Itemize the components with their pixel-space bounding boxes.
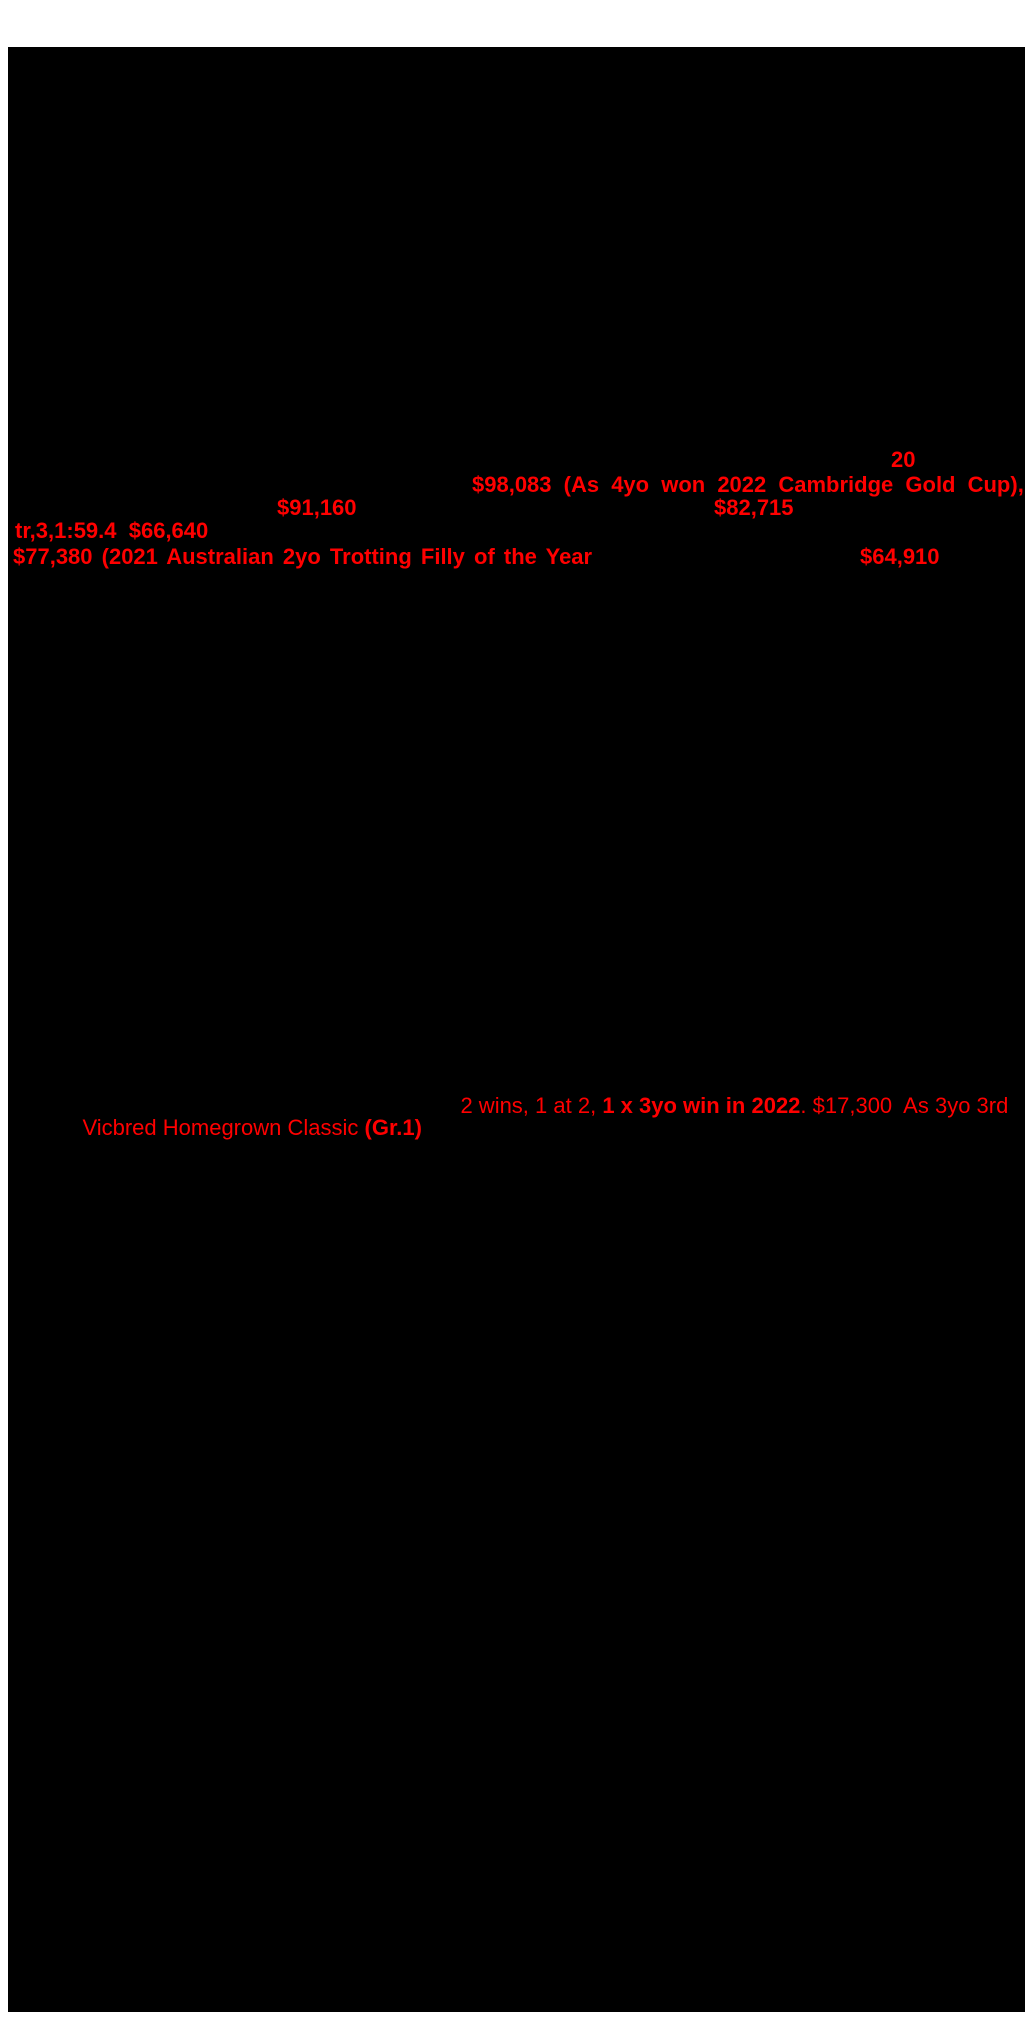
highlight-earnings-64910: $64,910 bbox=[860, 544, 940, 569]
highlight-race-record-66640: tr,3,1:59.4 $66,640 bbox=[15, 518, 209, 543]
highlight-earnings-82715: $82,715 bbox=[714, 495, 794, 520]
wins-summary-bold: 1 x 3yo win in 2022 bbox=[602, 1093, 801, 1118]
document-body-panel bbox=[8, 47, 1025, 2012]
highlight-earnings-91160: $91,160 bbox=[277, 495, 357, 520]
highlight-filly-of-the-year: $77,380 (2021 Australian 2yo Trotting Filly of the Year bbox=[13, 544, 593, 569]
highlight-year-partial: 20 bbox=[891, 447, 916, 472]
wins-summary-text-1: 2 wins, 1 at 2, bbox=[460, 1093, 603, 1118]
highlight-cambridge-gold-cup: $98,083 (As 4yo won 2022 Cambridge Gold Cup), bbox=[472, 472, 1024, 497]
race-grade-text: (Gr.1) bbox=[364, 1115, 422, 1140]
highlight-wins-summary bbox=[436, 1073, 1008, 1139]
highlight-race-name bbox=[58, 1095, 422, 1161]
wins-summary-text-2: . $17,300 As 3yo 3rd bbox=[800, 1093, 1009, 1118]
race-name-text: Vicbred Homegrown Classic bbox=[82, 1115, 365, 1140]
